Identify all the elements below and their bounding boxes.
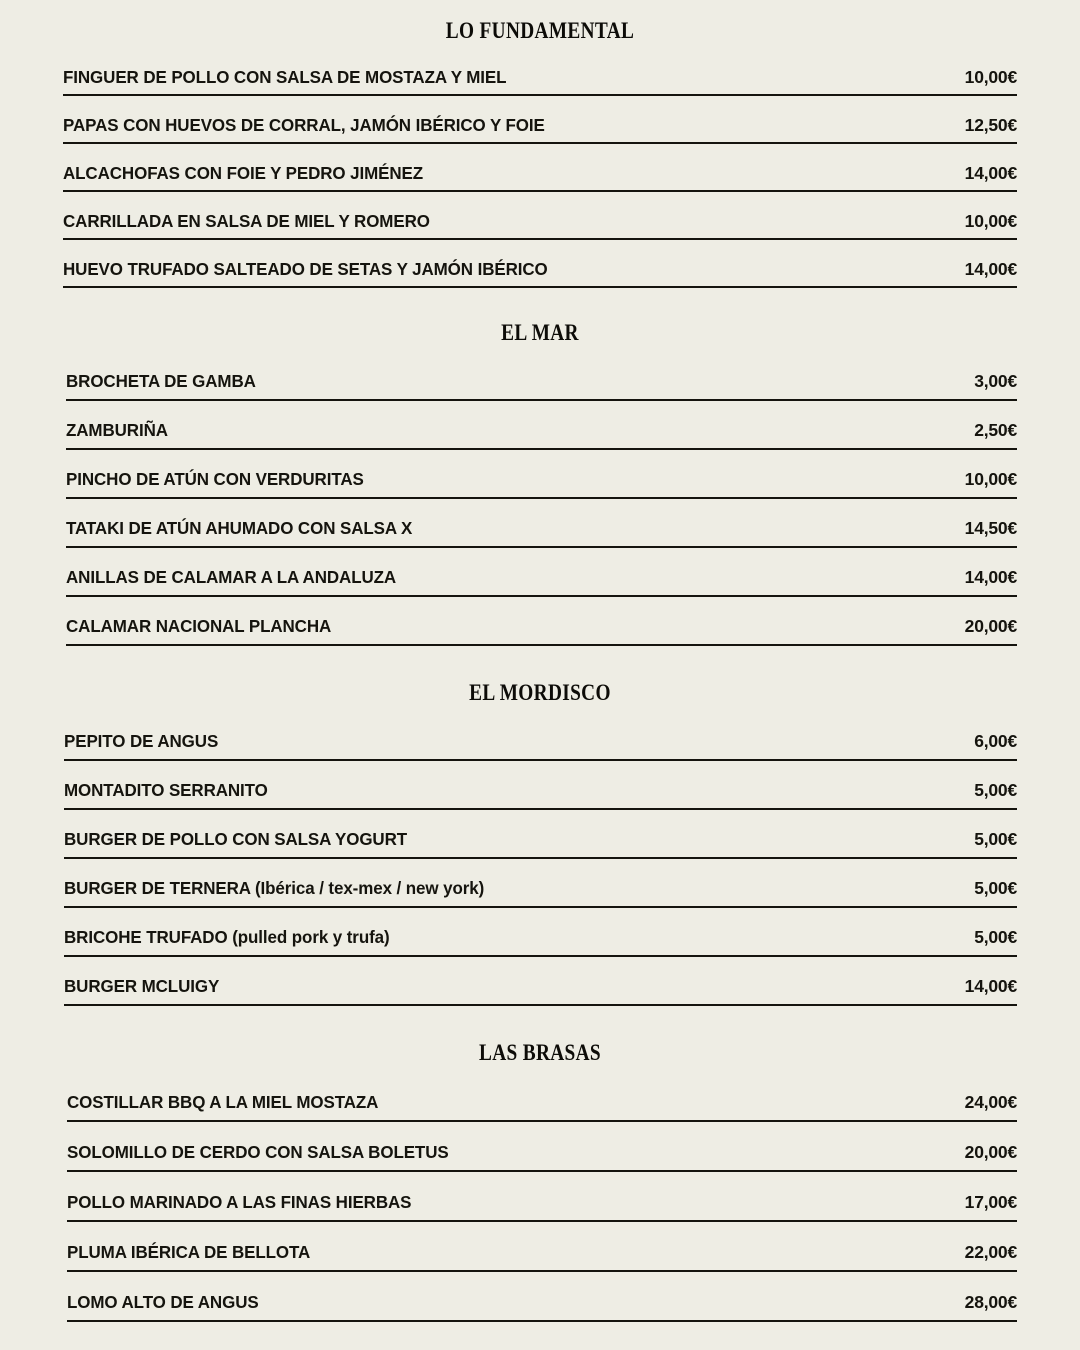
menu-item-price: 28,00€ — [964, 1292, 1017, 1312]
menu-item-row[interactable] — [66, 616, 1017, 646]
menu-item-name: BURGER DE POLLO CON SALSA YOGURT — [64, 829, 408, 849]
menu-item-name: FINGUER DE POLLO CON SALSA DE MOSTAZA Y MIEL — [63, 67, 507, 87]
menu-item-name: TATAKI DE ATÚN AHUMADO CON SALSA X — [66, 518, 413, 538]
menu-item-row[interactable] — [66, 371, 1017, 401]
menu-item-row[interactable] — [67, 1092, 1017, 1122]
menu-section-lo-fundamental — [0, 0, 1080, 288]
menu-item-price: 10,00€ — [964, 469, 1017, 489]
menu-item-row[interactable] — [66, 469, 1017, 499]
menu-item-price: 12,50€ — [964, 115, 1017, 135]
menu-item-price: 2,50€ — [974, 420, 1017, 440]
menu-item-price: 14,00€ — [964, 259, 1017, 279]
menu-item-name: CALAMAR NACIONAL PLANCHA — [66, 616, 332, 636]
menu-item-price: 5,00€ — [974, 780, 1017, 800]
menu-item-name: PINCHO DE ATÚN CON VERDURITAS — [66, 469, 364, 489]
menu-item-price: 24,00€ — [964, 1092, 1017, 1112]
menu-item-row[interactable] — [67, 1192, 1017, 1222]
menu-item-name: PLUMA IBÉRICA DE BELLOTA — [67, 1242, 311, 1262]
section-title: EL MORDISCO — [469, 680, 611, 705]
menu-item-row[interactable] — [63, 163, 1017, 192]
menu-item-name: ALCACHOFAS CON FOIE Y PEDRO JIMÉNEZ — [63, 163, 424, 183]
menu-section-las-brasas — [0, 1006, 1080, 1322]
section-item-list — [0, 1092, 1080, 1322]
menu-item-name: CARRILLADA EN SALSA DE MIEL Y ROMERO — [63, 211, 430, 231]
menu-item-price: 3,00€ — [974, 371, 1017, 391]
menu-item-row[interactable] — [63, 211, 1017, 240]
menu-item-price: 5,00€ — [974, 878, 1017, 898]
section-item-list — [0, 371, 1080, 646]
menu-item-name: POLLO MARINADO A LAS FINAS HIERBAS — [67, 1192, 412, 1212]
section-title: EL MAR — [501, 320, 579, 345]
menu-item-price: 14,00€ — [964, 163, 1017, 183]
menu-item-row[interactable] — [63, 67, 1017, 96]
menu-item-row[interactable] — [67, 1242, 1017, 1272]
menu-item-name: BURGER DE TERNERA (Ibérica / tex-mex / new york) — [64, 878, 485, 898]
menu-item-name: HUEVO TRUFADO SALTEADO DE SETAS Y JAMÓN IBÉRICO — [63, 259, 548, 279]
menu-item-name: SOLOMILLO DE CERDO CON SALSA BOLETUS — [67, 1142, 449, 1162]
menu-item-row[interactable] — [64, 731, 1017, 761]
menu-item-row[interactable] — [64, 878, 1017, 908]
menu-item-price: 22,00€ — [964, 1242, 1017, 1262]
section-title: LO FUNDAMENTAL — [445, 18, 635, 43]
menu-section-el-mordisco — [0, 646, 1080, 1006]
menu-item-row[interactable] — [67, 1142, 1017, 1172]
section-title: LAS BRASAS — [478, 1040, 602, 1065]
menu-item-price: 5,00€ — [974, 927, 1017, 947]
menu-item-name: ANILLAS DE CALAMAR A LA ANDALUZA — [66, 567, 397, 587]
menu-item-row[interactable] — [66, 420, 1017, 450]
menu-item-name: PAPAS CON HUEVOS DE CORRAL, JAMÓN IBÉRICO Y FOIE — [63, 115, 545, 135]
menu-item-name: MONTADITO SERRANITO — [64, 780, 268, 800]
menu-item-row[interactable] — [67, 1292, 1017, 1322]
menu-item-row[interactable] — [64, 780, 1017, 810]
menu-item-name: ZAMBURIÑA — [66, 420, 168, 440]
menu-item-price: 20,00€ — [964, 616, 1017, 636]
menu-item-name: PEPITO DE ANGUS — [64, 731, 219, 751]
menu-item-name: BROCHETA DE GAMBA — [66, 371, 256, 391]
menu-item-price: 20,00€ — [964, 1142, 1017, 1162]
menu-item-price: 10,00€ — [964, 211, 1017, 231]
menu-item-row[interactable] — [66, 567, 1017, 597]
menu-item-price: 14,00€ — [964, 567, 1017, 587]
section-item-list — [0, 67, 1080, 288]
menu-item-price: 6,00€ — [974, 731, 1017, 751]
menu-item-name: BRICOHE TRUFADO (pulled pork y trufa) — [64, 927, 390, 947]
menu-item-row[interactable] — [63, 115, 1017, 144]
menu-item-row[interactable] — [66, 518, 1017, 548]
menu-item-row[interactable] — [64, 976, 1017, 1006]
menu-item-row[interactable] — [63, 259, 1017, 288]
menu-item-price: 10,00€ — [964, 67, 1017, 87]
menu-item-price: 14,00€ — [964, 976, 1017, 996]
menu-item-row[interactable] — [64, 927, 1017, 957]
section-item-list — [0, 731, 1080, 1006]
menu-item-price: 17,00€ — [964, 1192, 1017, 1212]
menu-item-name: COSTILLAR BBQ A LA MIEL MOSTAZA — [67, 1092, 379, 1112]
menu-item-name: LOMO ALTO DE ANGUS — [67, 1292, 259, 1312]
menu-item-row[interactable] — [64, 829, 1017, 859]
menu-item-price: 14,50€ — [964, 518, 1017, 538]
menu-section-el-mar — [0, 288, 1080, 646]
menu-item-price: 5,00€ — [974, 829, 1017, 849]
menu-item-name: BURGER MCLUIGY — [64, 976, 220, 996]
